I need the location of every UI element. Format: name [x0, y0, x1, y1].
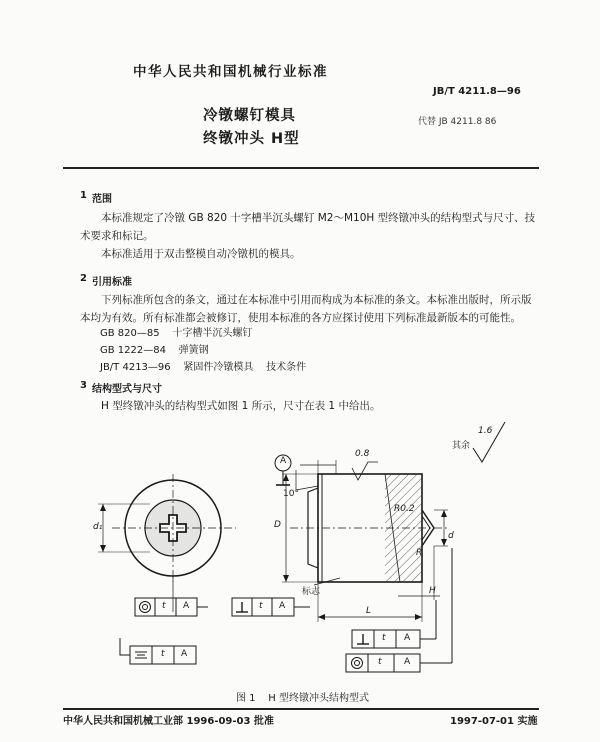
footer-rule [63, 708, 539, 710]
replaces-standard: 代替 JB 4211.8 86 [418, 117, 497, 127]
left-concentricity-frame [135, 598, 208, 616]
marking-label: 标志 [302, 587, 321, 597]
end-view [98, 474, 236, 612]
radius-label: R0.2 [394, 504, 415, 514]
right-concentricity-datum: A [404, 657, 411, 667]
angle-label: 10° [283, 489, 299, 499]
section-2-heading: 引用标准 [92, 277, 132, 288]
dim-d1-label: d₁ [93, 522, 103, 532]
section-3-heading: 结构型式与尺寸 [92, 384, 162, 395]
right-perpendicularity-tolerance: t [382, 633, 386, 643]
section-1-paragraph-1: 本标准规定了冷镦 GB 820 十字槽半沉头螺钉 M2～M10H 型终镦冲头的结构型式与尺寸、技术要求和标记。 [80, 212, 536, 242]
dim-H-label: H [429, 586, 436, 596]
right-concentricity-tolerance: t [378, 657, 382, 667]
dim-R-label: R [416, 548, 423, 558]
figure-caption: 图 1 H 型终镦冲头结构型式 [236, 693, 369, 704]
side-view [282, 460, 450, 622]
section-3-number: 3 [80, 380, 87, 391]
section-3-paragraph-1: H 型终镦冲头的结构型式如图 1 所示，尺寸在表 1 中给出。 [101, 400, 381, 412]
left-symmetry-tolerance: t [161, 649, 165, 659]
left-concentricity-datum: A [183, 601, 190, 611]
left-symmetry-datum: A [181, 649, 188, 659]
section-1-paragraph-2: 本标准适用于双击整模自动冷镦机的模具。 [101, 248, 301, 260]
title-line-2: 终镦冲头 H型 [203, 131, 300, 147]
standard-number: JB/T 4211.8—96 [433, 86, 521, 97]
issuing-organization: 中华人民共和国机械行业标准 [133, 64, 328, 80]
left-concentricity-tolerance: t [162, 601, 166, 611]
section-2-number: 2 [80, 273, 87, 284]
reference-item-3: JB/T 4213—96 紧固件冷镦模具 技术条件 [100, 362, 307, 373]
approval-line: 中华人民共和国机械工业部 1996-09-03 批准 [63, 716, 274, 727]
dim-d-label: d [448, 531, 454, 541]
dim-D-label: D [274, 520, 281, 530]
section-1-number: 1 [80, 190, 87, 201]
roughness-value: 1.6 [478, 426, 493, 436]
roughness-face-value: 0.8 [355, 449, 370, 459]
middle-perpendicularity-datum: A [279, 601, 286, 611]
title-line-1: 冷镦螺钉模具 [203, 108, 296, 124]
section-2-paragraph-1: 下列标准所包含的条文，通过在本标准中引用而构成为本标准的条文。本标准出版时，所示版本均为有效。所有标准都会被修订，使用本标准的各方应探讨使用下列标准最新版本的可能性。 [80, 294, 532, 324]
right-perpendicularity-frame [352, 600, 436, 648]
right-perpendicularity-datum: A [404, 633, 411, 643]
effective-date: 1997-07-01 实施 [450, 716, 538, 727]
middle-perpendicularity-frame [232, 598, 310, 616]
dim-L-label: L [366, 606, 372, 616]
middle-perpendicularity-tolerance: t [259, 601, 263, 611]
section-1-heading: 范围 [92, 194, 112, 205]
datum-letter: A [280, 456, 287, 466]
roughness-rest-label: 其余 [452, 441, 471, 451]
reference-item-1: GB 820—85 十字槽半沉头螺钉 [100, 328, 253, 339]
reference-item-2: GB 1222—84 弹簧钢 [100, 345, 209, 356]
